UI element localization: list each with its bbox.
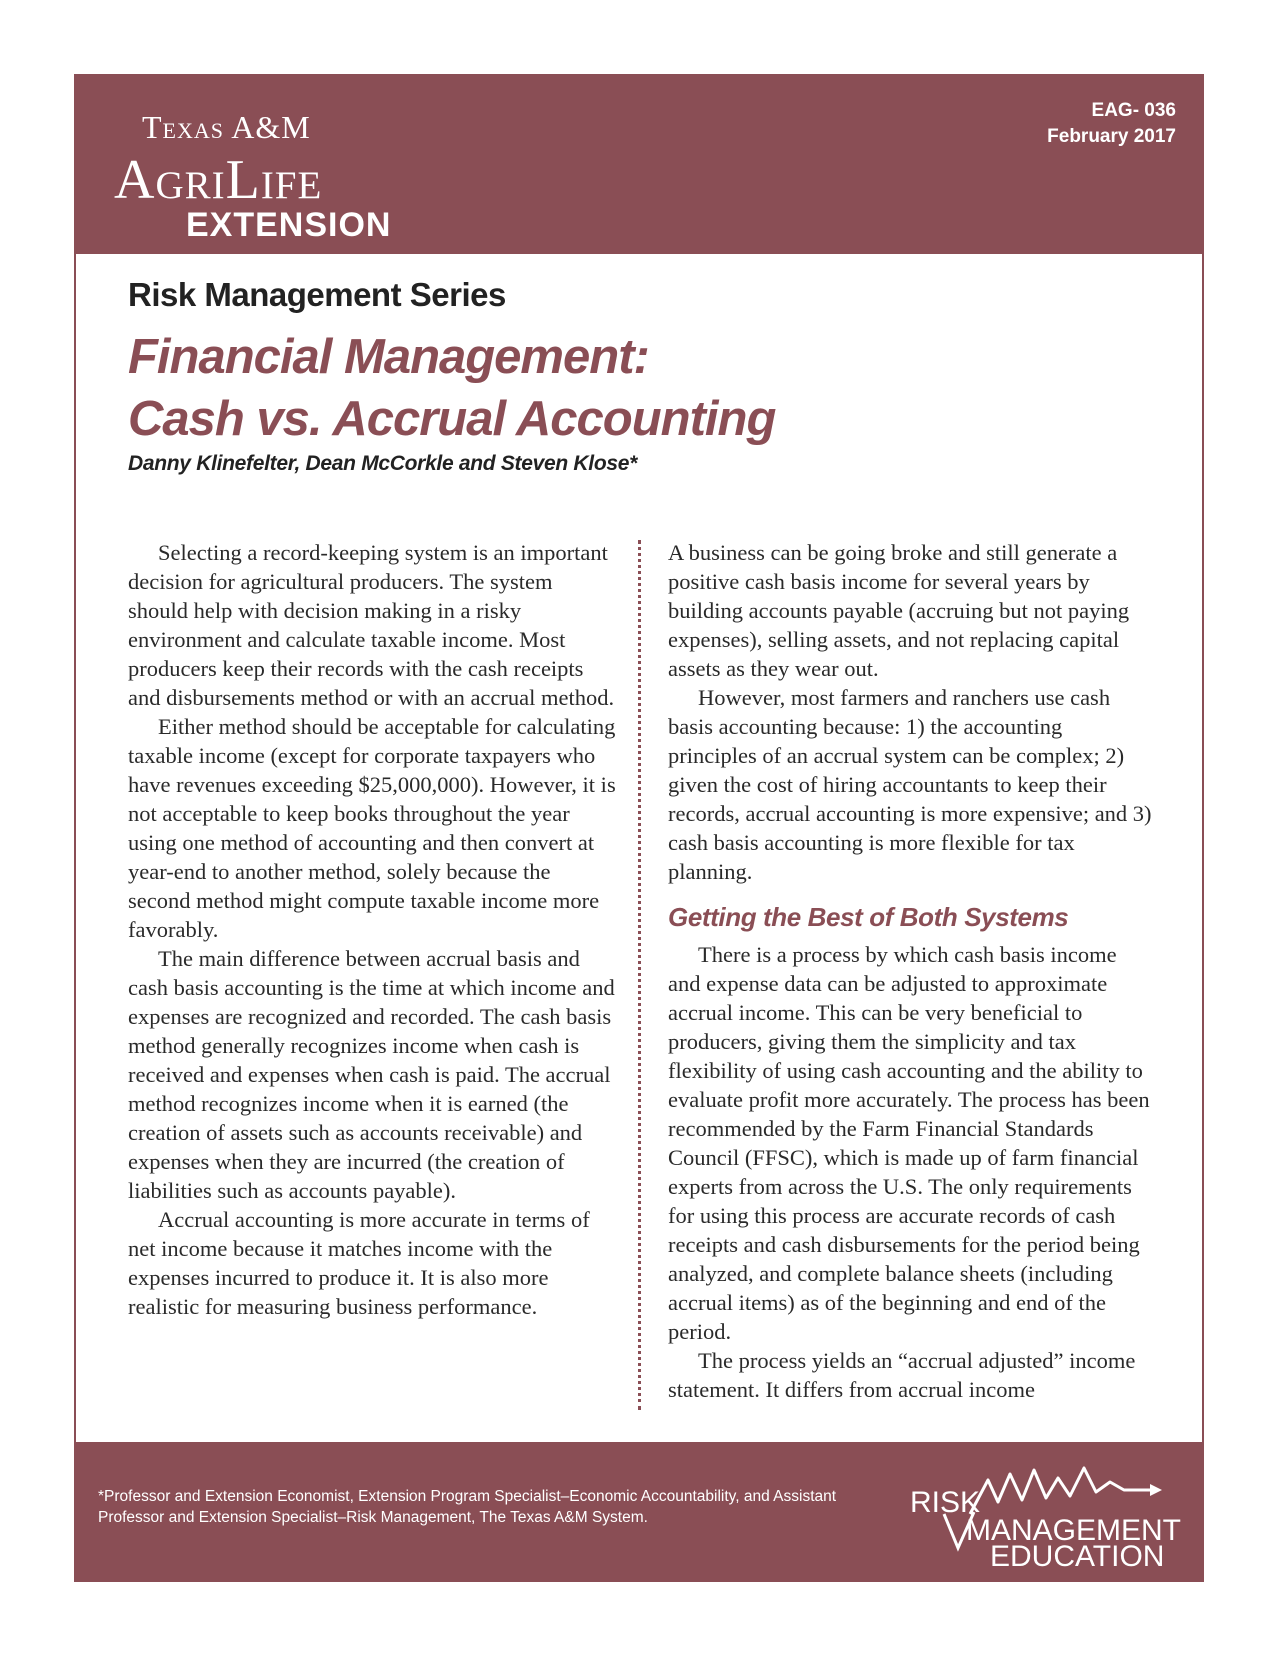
logo-line2: AgriLife — [114, 149, 323, 211]
doc-number: EAG- 036 — [1091, 100, 1176, 121]
left-column — [128, 538, 616, 1321]
left-paragraph-3: The main difference between accrual basis and cash basis accounting is the time at which income and expenses are recognized and recorded. The cash basis method generally recognizes income when cash is received and expenses when cash is paid. The accrual method recognizes income when it is earned (the creation of assets such as accounts receivable) and expenses when they are incurred (the creation of liabilities such as accounts payable). — [128, 946, 615, 1203]
rme-education: EDUCATION — [990, 1540, 1165, 1568]
series-name: Risk Management Series — [128, 276, 506, 313]
header-banner — [74, 74, 1204, 254]
right-paragraph-4: The process yields an “accrual adjusted” income statement. It differs from accrual income — [668, 1348, 1136, 1402]
logo-line3: EXTENSION — [186, 206, 392, 242]
column-divider — [638, 540, 641, 1410]
agrilife-extension-logo — [114, 102, 454, 242]
logo-line1: Texas A&M — [142, 109, 311, 145]
page-title — [128, 326, 775, 450]
left-paragraph-1: Selecting a record-keeping system is an important decision for agricultural producers. The system should help with decision making in a risky environment and calculate taxable income. Most producers keep their records with the cash receipts and disbursements method or with an accrual method. — [128, 540, 615, 710]
authors: Danny Klinefelter, Dean McCorkle and Steven Klose* — [128, 452, 637, 475]
left-paragraph-2: Either method should be acceptable for calculating taxable income (except for corporate taxpayers who have revenues exceeding $25,000,000). However, it is not acceptable to keep books throughout the year using one method of accounting and then convert at year-end to another method, solely because the second method might compute taxable income more favorably. — [128, 714, 616, 942]
section-heading: Getting the Best of Both Systems — [668, 902, 1069, 932]
author-footnote: *Professor and Extension Economist, Extension Program Specialist–Economic Accountability, and Assistant Professor and Extension Specialist–Risk Management, The Texas A&M System. — [98, 1488, 837, 1526]
document-meta — [1047, 98, 1176, 150]
left-paragraph-4: Accrual accounting is more accurate in terms of net income because it matches income with the expenses incurred to produce it. It is also more realistic for measuring business performance. — [128, 1207, 590, 1319]
publication-date: February 2017 — [1047, 126, 1176, 147]
right-paragraph-3: There is a process by which cash basis income and expense data can be adjusted to approximate accrual income. This can be very beneficial to producers, giving them the simplicity and tax flexibility of using cash accounting and the ability to evaluate profit more accurately. The process has been recommended by the Farm Financial Standards Council (FFSC), which is made up of farm financial experts from across the U.S. The only requirements for using this process are accurate records of cash receipts and cash disbursements for the period being analyzed, and complete balance sheets (including accrual items) as of the beginning and end of the period. — [668, 942, 1150, 1344]
rme-zigzag-line — [970, 1468, 1150, 1514]
title-line-2: Cash vs. Accrual Accounting — [128, 392, 776, 446]
right-column — [668, 538, 1154, 1404]
right-paragraph-2: However, most farmers and ranchers use cash basis accounting because: 1) the accounting principles of an accrual system can be complex; 2) given the cost of hiring accountants to keep their records, accrual accounting is more expensive; and 3) cash basis accounting is more flexible for tax planning. — [668, 685, 1152, 884]
risk-management-education-logo — [910, 1456, 1190, 1568]
rme-risk: RISK — [910, 1486, 981, 1519]
rme-arrow-head — [1150, 1484, 1162, 1496]
right-paragraph-1: A business can be going broke and still generate a positive cash basis income for several years by building accounts payable (accruing but not paying expenses), selling assets, and not replacing capital assets as they wear out. — [668, 540, 1130, 681]
footer-banner — [74, 1442, 1204, 1582]
rme-management: MANAGEMENT — [966, 1514, 1182, 1547]
title-line-1: Financial Management: — [128, 330, 649, 384]
